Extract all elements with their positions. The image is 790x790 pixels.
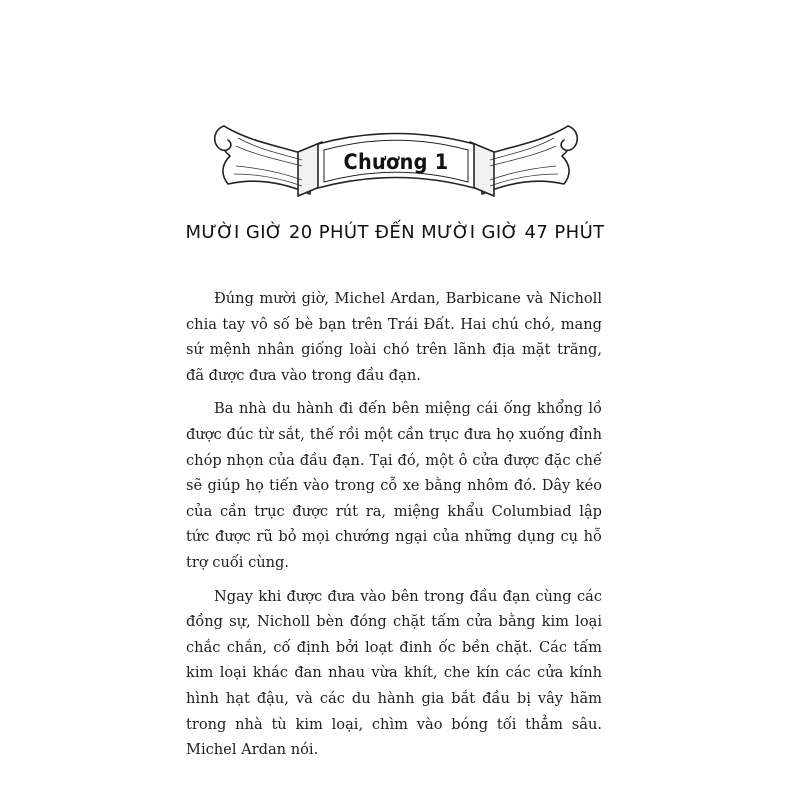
paragraph: Ba nhà du hành đi đến bên miệng cái ống khổng lồ được đúc từ sắt, thế rồi một cần trục đưa họ xuống đỉnh chóp nhọn của đầu đạn. Tại đó, một ô cửa được đặc chế sẽ giúp họ tiến vào trong cỗ xe bằng nhôm đó. Dây kéo của cần trục được rút ra, miệng khẩu Columbiad lập tức được rũ bỏ mọi chướng ngại của những dụng cụ hỗ trợ cuối cùng. xyxy=(186,400,602,571)
chapter-number: Chương 1 xyxy=(343,150,449,174)
paragraph: Đúng mười giờ, Michel Ardan, Barbicane và Nicholl chia tay vô số bè bạn trên Trái Đất. Hai chú chó, mang sứ mệnh nhân giống loài chó trên lãnh địa mặt trăng, đã được đưa vào trong đầu đạn. xyxy=(186,290,602,384)
body-text xyxy=(186,286,602,771)
paragraph: Ngay khi được đưa vào bên trong đầu đạn cùng các đồng sự, Nicholl bèn đóng chặt tấm cửa bằng kim loại chắc chắn, cố định bởi loạt đinh ốc bền chặt. Các tấm kim loại khác đan nhau vừa khít, che kín các cửa kính hình hạt đậu, và các du hành gia bắt đầu bị vây hãm trong nhà tù kim loại, chìm vào bóng tối thẳm sâu. Michel Ardan nói. xyxy=(186,587,602,759)
chapter-title: MƯỜI GIỜ 20 PHÚT ĐẾN MƯỜI GIỜ 47 PHÚT xyxy=(185,222,605,243)
